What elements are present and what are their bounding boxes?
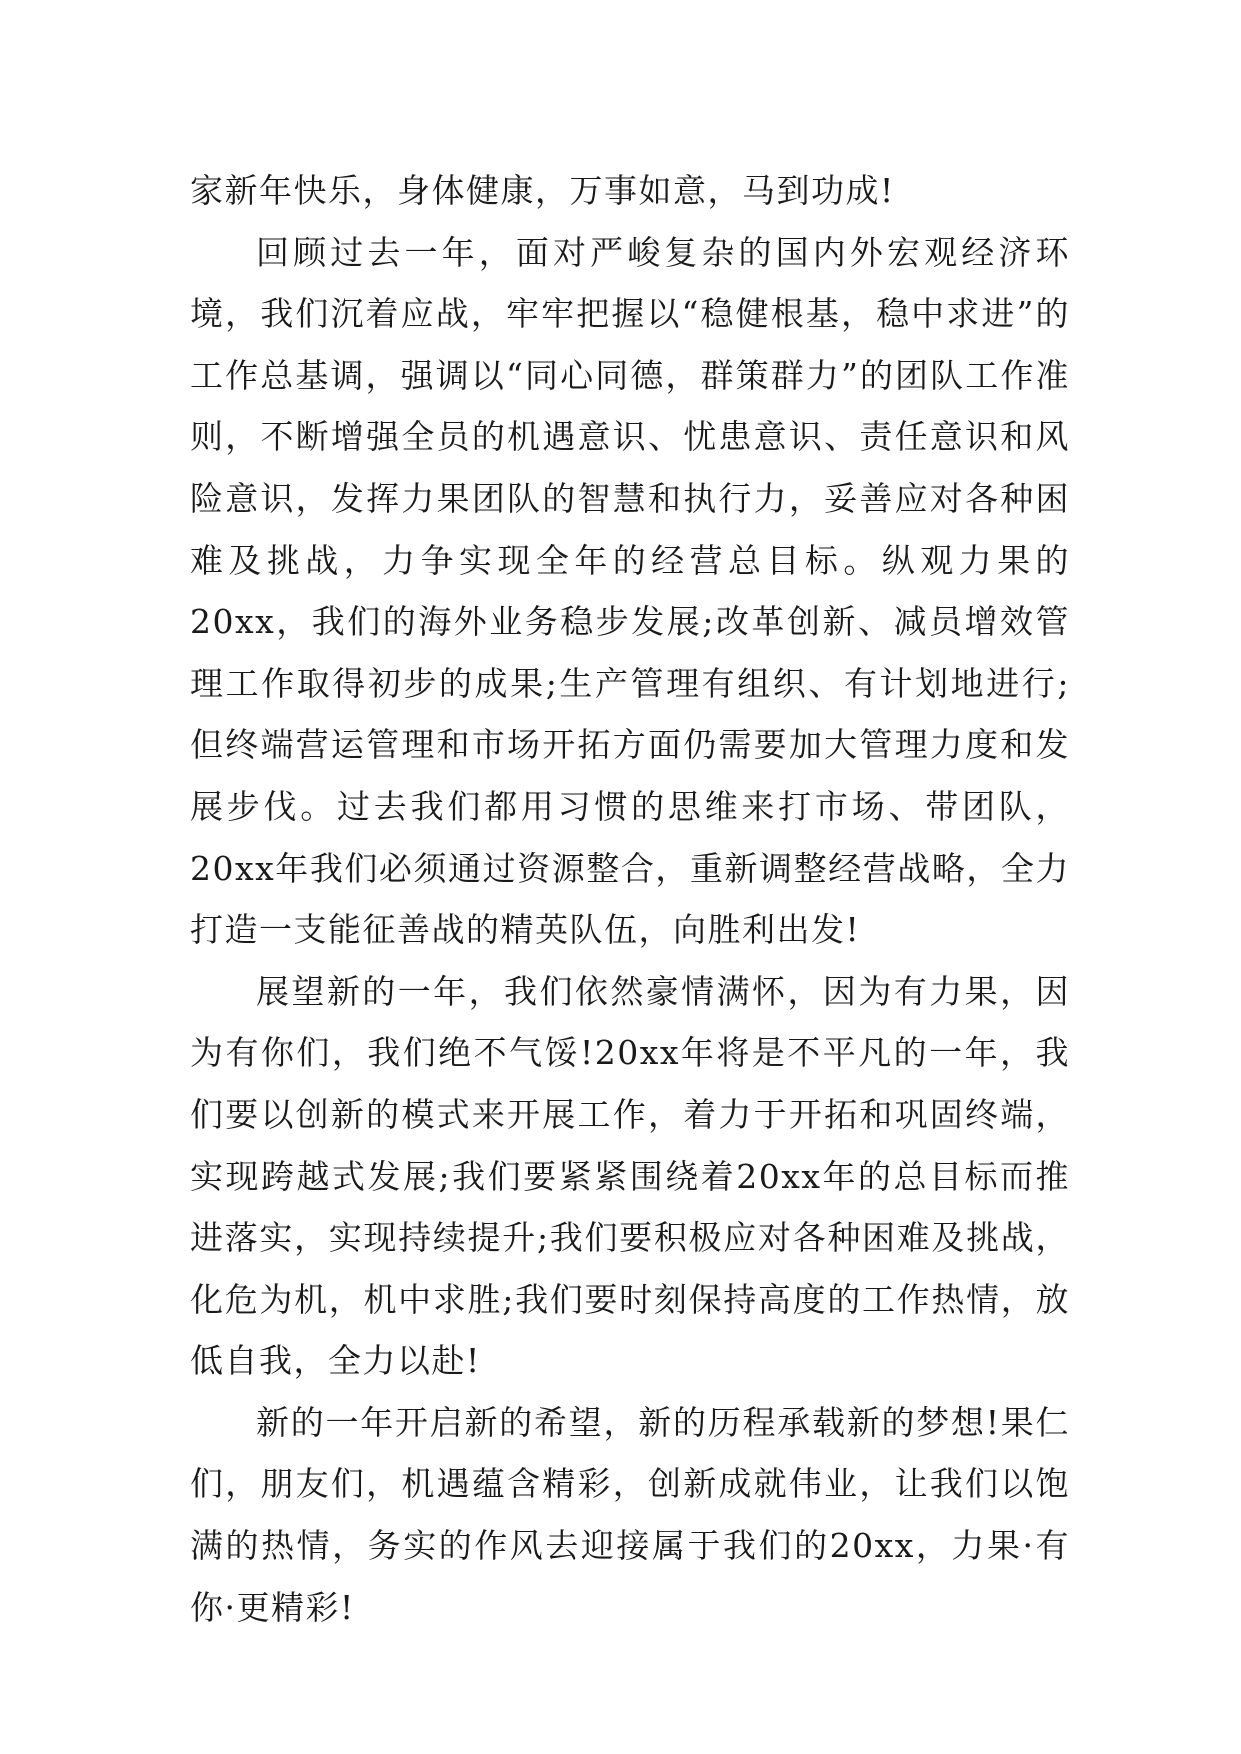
paragraph-closing: 新的一年开启新的希望，新的历程承载新的梦想!果仁们，朋友们，机遇蕴含精彩，创新成就伟业，让我们以饱满的热情，务实的作风去迎接属于我们的20xx，力果·有你·更精彩! <box>190 1402 1070 1627</box>
paragraph-continuation: 家新年快乐，身体健康，万事如意，马到功成! <box>190 171 895 210</box>
document-body <box>190 160 1070 1638</box>
paragraph-outlook: 展望新的一年，我们依然豪情满怀，因为有力果，因为有你们，我们绝不气馁!20xx年将是不平凡的一年，我们要以创新的模式来开展工作，着力于开拓和巩固终端，实现跨越式发展;我们要紧紧围绕着20xx年的总目标而推进落实，实现持续提升;我们要积极应对各种困难及挑战，化危为机，机中求胜;我们要时刻保持高度的工作热情，放低自我，全力以赴! <box>190 971 1070 1381</box>
paragraph-review: 回顾过去一年，面对严峻复杂的国内外宏观经济环境，我们沉着应战，牢牢把握以“稳健根基，稳中求进”的工作总基调，强调以“同心同德，群策群力”的团队工作准则，不断增强全员的机遇意识、忧患意识、责任意识和风险意识，发挥力果团队的智慧和执行力，妥善应对各种困难及挑战，力争实现全年的经营总目标。纵观力果的20xx，我们的海外业务稳步发展;改革创新、减员增效管理工作取得初步的成果;生产管理有组织、有计划地进行;但终端营运管理和市场开拓方面仍需要加大管理力度和发展步伐。过去我们都用习惯的思维来打市场、带团队，20xx年我们必须通过资源整合，重新调整经营战略，全力打造一支能征善战的精英队伍，向胜利出发! <box>190 232 1070 950</box>
